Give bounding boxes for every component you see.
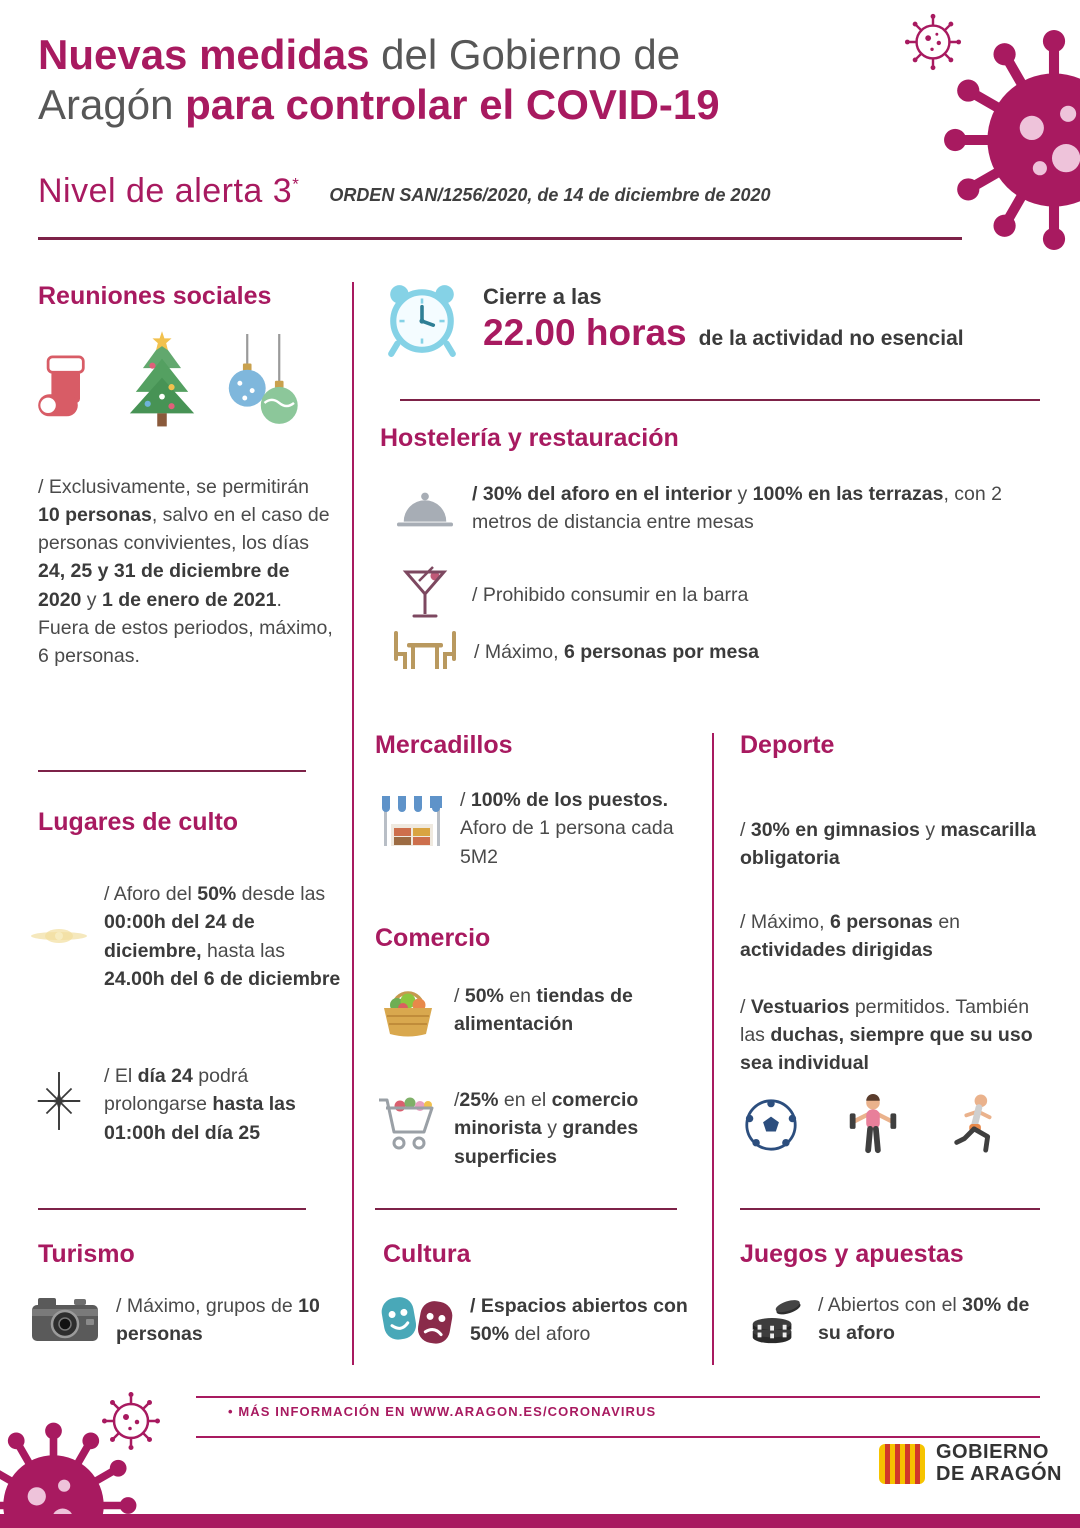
aragon-logo-text	[936, 1442, 1062, 1485]
reuniones-text: / Exclusivamente, se permitirán 10 personas, salvo en el caso de personas convivientes, los días 24, 25 y 31 de diciembre de 2020 y 1 de enero de 2021. Fuera de estos periodos, máximo, 6 personas.	[38, 475, 333, 668]
closure-line	[483, 312, 964, 354]
logo-line2: DE ARAGÓN	[936, 1463, 1062, 1485]
page-title: Nuevas medidas del Gobierno de Aragón para controlar el COVID-19	[38, 31, 720, 129]
divider	[196, 1436, 1040, 1438]
camera-icon	[28, 1295, 102, 1345]
hosteleria-item-text: / Máximo, 6 personas por mesa	[474, 640, 760, 663]
section-title-cultura: Cultura	[383, 1240, 471, 1268]
hosteleria-item	[396, 480, 1048, 537]
hosteleria-item	[396, 566, 1048, 624]
divider	[38, 237, 962, 240]
section-title-reuniones: Reuniones sociales	[38, 282, 272, 310]
section-title-mercadillos: Mercadillos	[375, 731, 513, 759]
deporte-item-text: / Vestuarios permitidos. También las duchas, siempre que su uso sea individual	[740, 995, 1033, 1075]
grocery-basket-icon	[376, 982, 440, 1040]
culto-item	[28, 1062, 346, 1147]
divider	[38, 770, 306, 772]
divider	[38, 1208, 306, 1210]
deporte-item-text: / Máximo, 6 personas en actividades dirigidas	[740, 910, 961, 961]
logo-line1: GOBIERNO	[936, 1441, 1049, 1464]
aragon-flag-icon	[878, 1440, 926, 1488]
closure-time: 22.00 horas	[483, 312, 687, 353]
virus-icon	[0, 1418, 141, 1528]
divider	[375, 1208, 677, 1210]
alert-asterisk: *	[292, 174, 300, 194]
table-chairs-icon	[392, 628, 458, 676]
comercio-item	[376, 982, 698, 1040]
culto-item-text: / El día 24 podrá prolongarse hasta las 01:00h del día 25	[104, 1065, 296, 1144]
comercio-item-text: / 50% en tiendas de alimentación	[454, 985, 633, 1036]
footer-info-prefix: • MÁS INFORMACIÓN EN	[228, 1404, 411, 1419]
cultura-item	[378, 1291, 710, 1349]
cocktail-icon	[396, 566, 454, 624]
alert-level: Nivel de alerta 3*	[38, 172, 300, 210]
glow-icon	[28, 916, 90, 956]
aragon-logo	[878, 1440, 1062, 1488]
closure-scope: de la actividad no esencial	[698, 327, 964, 350]
order-reference: ORDEN SAN/1256/2020, de 14 de diciembre de 2020	[329, 185, 771, 205]
mercadillos-item	[378, 786, 700, 871]
turismo-item	[28, 1292, 346, 1349]
closure-intro: Cierre a las	[483, 284, 602, 309]
market-stall-icon	[378, 792, 446, 854]
weightlifter-icon	[842, 1092, 904, 1158]
comercio-item-text: /25% en el comercio minorista y grandes superficies	[454, 1089, 639, 1168]
christmas-tree-icon	[118, 330, 206, 430]
soccer-ball-icon	[744, 1098, 798, 1152]
comercio-item	[376, 1086, 708, 1171]
culto-item	[28, 880, 346, 993]
alarm-clock-icon	[383, 280, 461, 358]
cloche-icon	[396, 486, 454, 532]
christmas-icons-row	[36, 330, 302, 430]
hosteleria-item-text: / 30% del aforo en el interior y 100% en las terrazas, con 2 metros de distancia entre mesas	[472, 483, 1003, 534]
divider	[740, 1208, 1040, 1210]
section-title-hosteleria: Hostelería y restauración	[380, 424, 679, 452]
virus-icon	[938, 24, 1080, 256]
closure-banner	[383, 280, 964, 358]
hosteleria-item	[392, 628, 1044, 676]
christmas-stocking-icon	[36, 352, 102, 430]
runner-icon	[948, 1092, 1006, 1158]
column-divider	[352, 282, 354, 1365]
hosteleria-item-text: / Prohibido consumir en la barra	[472, 583, 749, 606]
divider	[400, 399, 1040, 401]
cultura-text: / Espacios abiertos con 50% del aforo	[470, 1294, 688, 1345]
section-title-turismo: Turismo	[38, 1240, 135, 1268]
column-divider	[712, 733, 714, 1365]
deporte-item-text: / 30% en gimnasios y mascarilla obligatoria	[740, 818, 1036, 869]
baubles-icon	[222, 334, 302, 430]
sparkle-star-icon	[28, 1070, 90, 1132]
culto-item-text: / Aforo del 50% desde las 00:00h del 24 de diciembre, hasta las 24.00h del 6 de diciembre	[104, 883, 341, 990]
section-title-deporte: Deporte	[740, 731, 835, 759]
divider	[196, 1396, 1040, 1398]
bottom-bar	[0, 1514, 1080, 1528]
deporte-icons-row	[744, 1092, 1006, 1158]
section-title-culto: Lugares de culto	[38, 808, 239, 836]
theater-masks-icon	[378, 1291, 456, 1349]
mercadillos-text: / 100% de los puestos. Aforo de 1 persona cada 5M2	[460, 789, 674, 868]
juegos-item	[744, 1291, 1046, 1348]
closure-text-block	[483, 280, 964, 354]
poker-chips-icon	[744, 1291, 804, 1347]
section-title-comercio: Comercio	[375, 924, 491, 952]
juegos-text: / Abiertos con el 30% de su aforo	[818, 1294, 1030, 1345]
shopping-cart-icon	[376, 1094, 440, 1154]
section-title-juegos: Juegos y apuestas	[740, 1240, 964, 1268]
alert-row	[38, 172, 771, 211]
turismo-text: / Máximo, grupos de 10 personas	[116, 1295, 320, 1346]
footer-info	[228, 1404, 656, 1419]
footer-info-link[interactable]: WWW.ARAGON.ES/CORONAVIRUS	[410, 1404, 657, 1419]
